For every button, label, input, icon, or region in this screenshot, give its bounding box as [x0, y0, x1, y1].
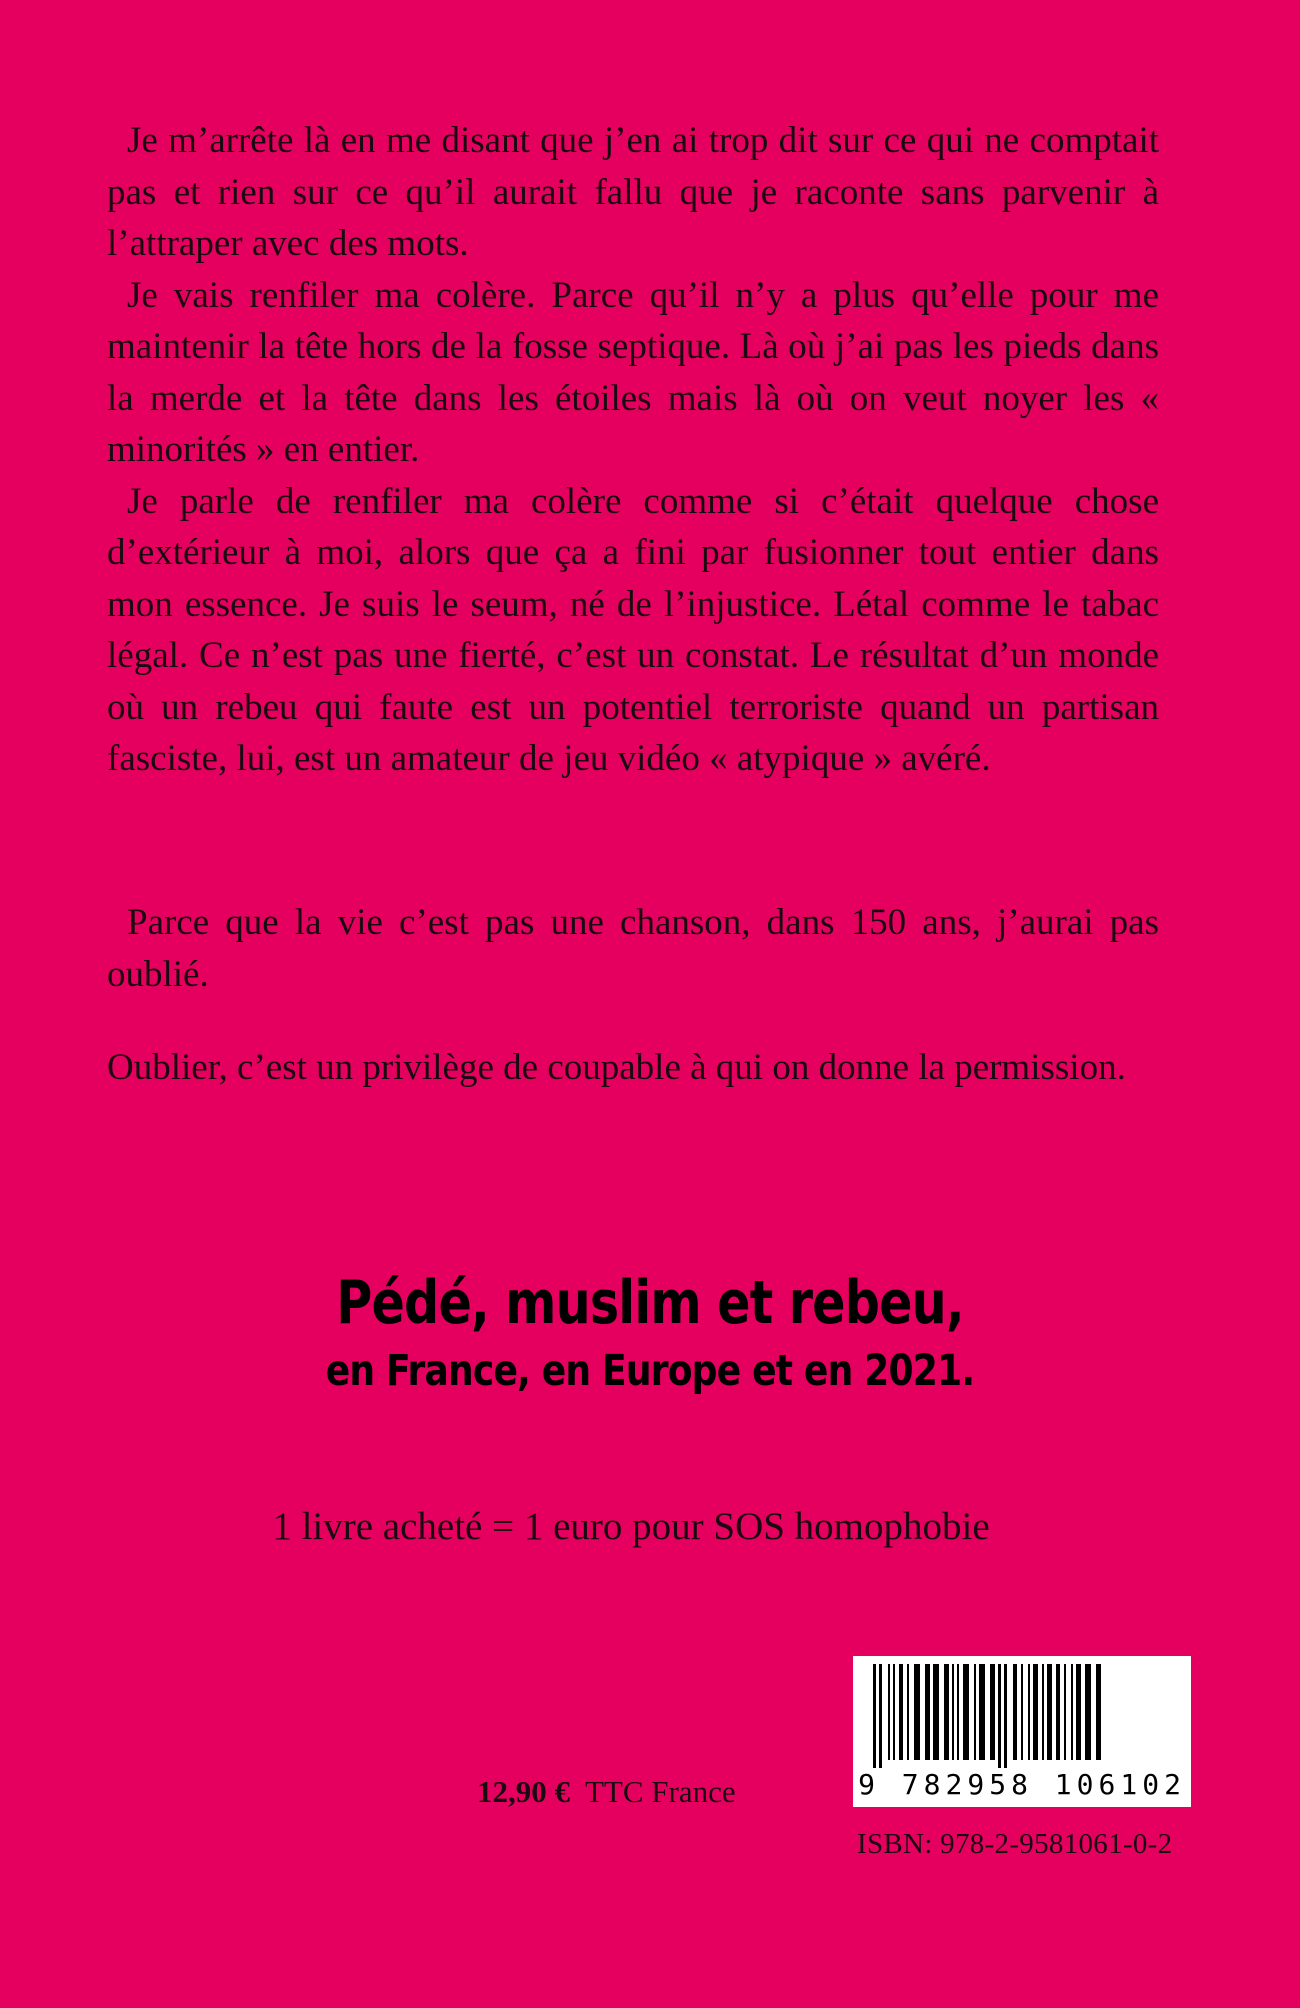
tagline-line-1: Pédé, muslim et rebeu,	[336, 1268, 964, 1338]
barcode	[853, 1656, 1191, 1807]
isbn-label: ISBN: 978-2-9581061-0-2	[857, 1828, 1173, 1860]
paragraph-forget: Oublier, c’est un privilège de coupable à qui on donne la permission.	[107, 1047, 1126, 1088]
price-label	[477, 1774, 736, 1810]
price-amount: 12,90 €	[477, 1774, 570, 1809]
paragraph-anger: Je vais renfiler ma colère. Parce qu’il n’y a plus qu’elle pour me maintenir la tête hors de la fosse septique. Là où j’ai pas les pieds dans la merde et la tête dans les étoiles mais là où on veut noyer les « minorités » en entier.	[107, 274, 1159, 470]
song-text-block	[107, 897, 1159, 1000]
tagline-line-2: en France, en Europe et en 2021.	[325, 1346, 975, 1396]
barcode-digits: 9 782958 106102	[858, 1768, 1186, 1801]
paragraph-essence: Je parle de renfiler ma colère comme si c’était quelque chose d’extérieur à moi, alors que ça a fini par fusionner tout entier dans mon essence. Je suis le seum, né de l’injustice. Létal comme le tabac légal. Ce n’est pas une fierté, c’est un constat. Le résultat d’un monde où un rebeu qui faute est un potentiel terroriste quand un partisan fasciste, lui, est un amateur de jeu vidéo « atypique » avéré.	[107, 480, 1159, 779]
price-suffix: TTC France	[584, 1774, 736, 1809]
paragraph-song: Parce que la vie c’est pas une chanson, dans 150 ans, j’aurai pas oublié.	[107, 902, 1159, 995]
barcode-bars	[867, 1664, 1177, 1768]
promo-text: 1 livre acheté = 1 euro pour SOS homophobie	[272, 1505, 990, 1548]
forget-text-block	[107, 1042, 1159, 1094]
main-text-block	[107, 115, 1159, 785]
paragraph-stop: Je m’arrête là en me disant que j’en ai trop dit sur ce qui ne comptait pas et rien sur ce qu’il aurait fallu que je raconte sans parvenir à l’attraper avec des mots.	[107, 120, 1159, 264]
